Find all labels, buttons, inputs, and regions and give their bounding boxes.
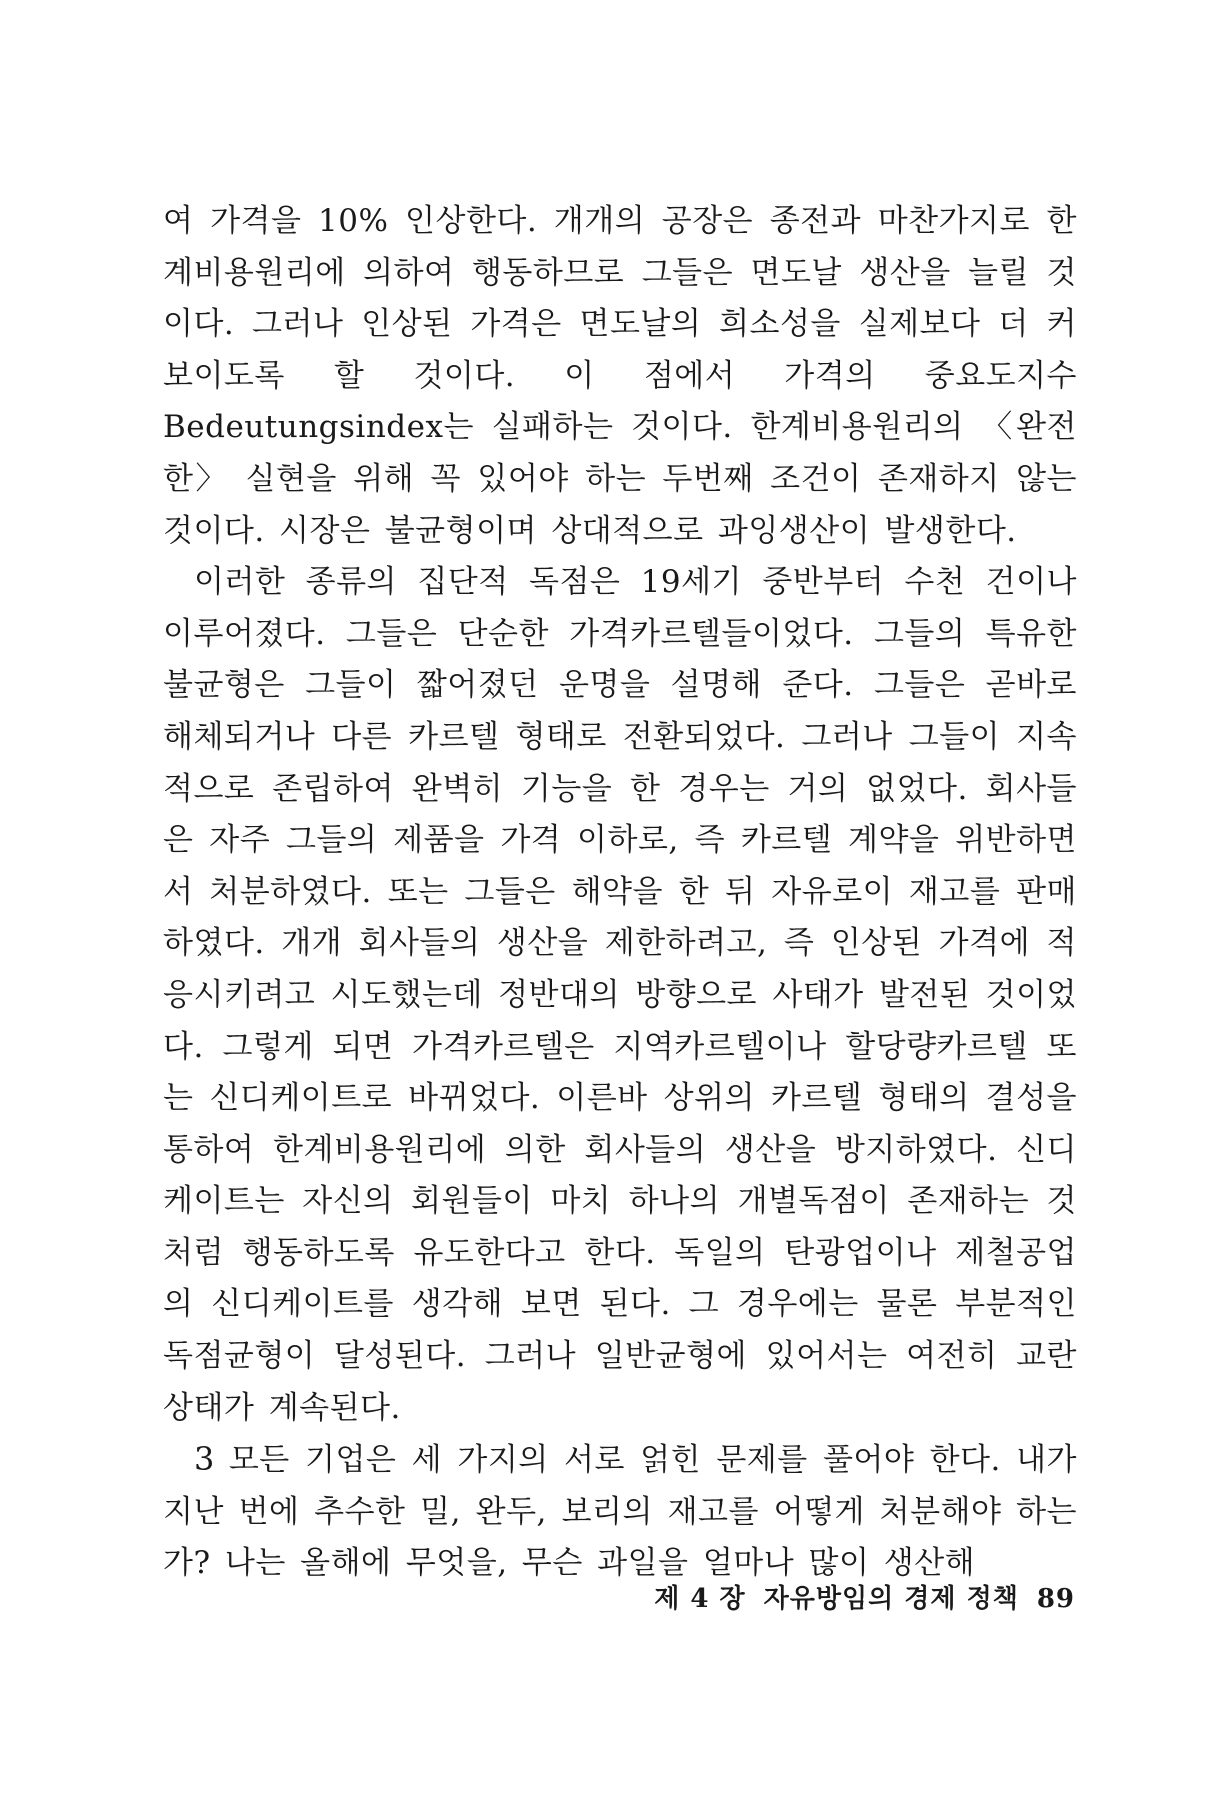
section-text: 모든 기업은 세 가지의 서로 얽힌 문제를 풀어야 한다. 내가 지난 번에 추수한 밀, 완두, 보리의 재고를 어떻게 처분해야 하는가? 나는 올해에 무엇을, 무슨 과일을 얼마나 많이 생산해 [163, 1442, 1077, 1582]
footer-title: 자유방임의 경제 정책 [763, 1584, 1019, 1614]
page-footer [654, 1578, 1075, 1615]
page-number: 89 [1036, 1584, 1075, 1614]
page-body [163, 196, 1077, 1590]
paragraph-section-3 [163, 1434, 1077, 1590]
footer-chapter: 제 4 장 [654, 1584, 746, 1614]
paragraph-cartels: 이러한 종류의 집단적 독점은 19세기 중반부터 수천 건이나 이루어졌다. 그들은 단순한 가격카르텔들이었다. 그들의 특유한 불균형은 그들이 짧어졌던 운명을 설명해 준다. 그들은 곧바로 해체되거나 다른 카르텔 형태로 전환되었다. 그러나 그들이 지속적으로 존립하여 완벽히 기능을 한 경우는 거의 없었다. 회사들은 자주 그들의 제품을 가격 이하로, 즉 카르텔 계약을 위반하면서 처분하였다. 또는 그들은 해약을 한 뒤 자유로이 재고를 판매하였다. 개개 회사들의 생산을 제한하려고, 즉 인상된 가격에 적응시키려고 시도했는데 정반대의 방향으로 사태가 발전된 것이었다. 그렇게 되면 가격카르텔은 지역카르텔이나 할당량카르텔 또는 신디케이트로 바뀌었다. 이른바 상위의 카르텔 형태의 결성을 통하여 한계비용원리에 의한 회사들의 생산을 방지하였다. 신디케이트는 자신의 회원들이 마치 하나의 개별독점이 존재하는 것처럼 행동하도록 유도한다고 한다. 독일의 탄광업이나 제철공업의 신디케이트를 생각해 보면 된다. 그 경우에는 물론 부분적인 독점균형이 달성된다. 그러나 일반균형에 있어서는 여전히 교란상태가 계속된다. [163, 564, 1077, 1426]
paragraph-continued: 여 가격을 10% 인상한다. 개개의 공장은 종전과 마찬가지로 한계비용원리에 의하여 행동하므로 그들은 면도날 생산을 늘릴 것이다. 그러나 인상된 가격은 면도날의 희소성을 실제보다 더 커보이도록 할 것이다. 이 점에서 가격의 중요도지수 Bedeutungsindex는 실패하는 것이다. 한계비용원리의 〈완전한〉 실현을 위해 꼭 있어야 하는 두번째 조건이 존재하지 않는 것이다. 시장은 불균형이며 상대적으로 과잉생산이 발생한다. [163, 203, 1077, 549]
section-number: 3 [194, 1440, 215, 1479]
